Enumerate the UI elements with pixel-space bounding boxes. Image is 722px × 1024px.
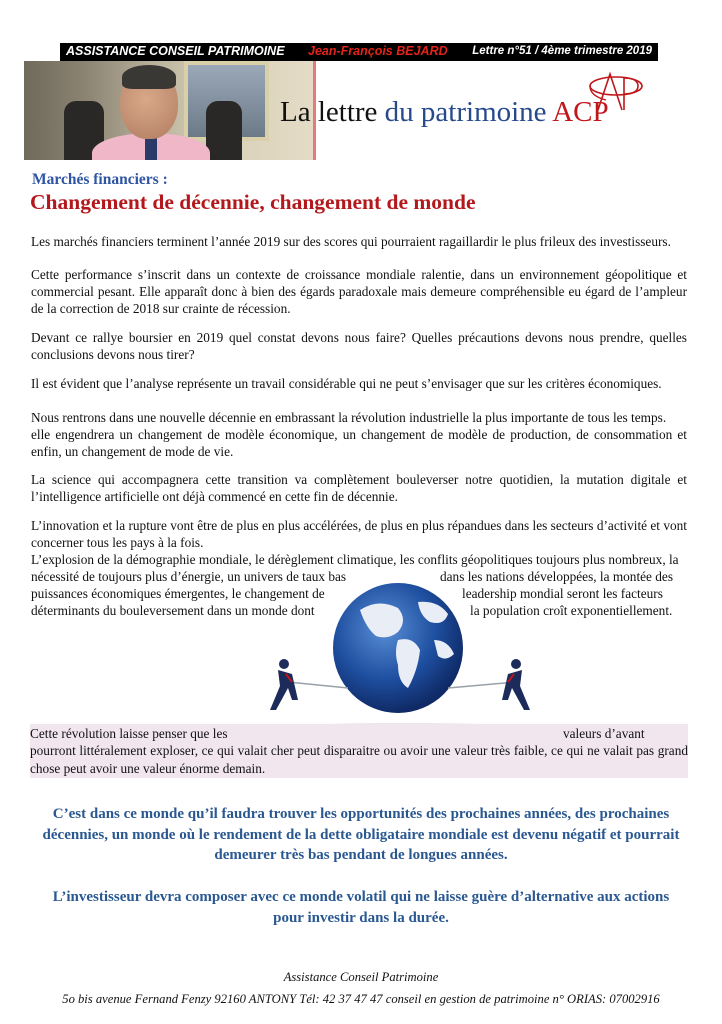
paragraph-7: L’innovation et la rupture vont être de plus en plus accélérées, de plus en plus répandues dans les secteurs d’activité et vont concerner tous les pays à la fois. xyxy=(31,518,687,550)
businessman-left-icon xyxy=(270,659,298,710)
paragraph-1: Les marchés financiers terminent l’année 2019 sur des scores qui pourraient ragaillardir le plus frileux des investisseurs. xyxy=(31,234,671,249)
paragraph-2: Cette performance s’inscrit dans un contexte de croissance mondiale ralentie, dans un environnement géopolitique et commercial pesant. Elle apparaît donc à bien des égards paradoxale mais demeure compréhensible eu égard de l’ampleur de la correction de 2018 sur crainte de récession. xyxy=(31,267,687,316)
paragraph-8-line-4-left: déterminants du bouleversement dans un monde dont xyxy=(31,603,315,618)
author-photo xyxy=(24,61,316,160)
paragraph-4: Il est évident que l’analyse représente un travail considérable qui ne peut s’envisager que sur les critères économiques. xyxy=(31,376,662,391)
paragraph-8-line-3-left: puissances économiques émergentes, le changement de xyxy=(31,586,325,601)
paragraph-8-line-3-right: leadership mondial seront les facteurs xyxy=(462,586,663,601)
footer-company: Assistance Conseil Patrimoine xyxy=(283,970,439,984)
tie xyxy=(145,137,157,160)
article-headline: Changement de décennie, changement de monde xyxy=(30,190,476,214)
paragraph-5-rest: elle engendrera un changement de modèle économique, un changement de modèle de production, de consommation et enfin, un changement de mode de vie. xyxy=(31,427,687,459)
highlight-line-1-left: Cette révolution laisse penser que les xyxy=(30,726,228,741)
newsletter-title xyxy=(280,98,609,127)
chair-right xyxy=(206,101,242,160)
brand-name: ASSISTANCE CONSEIL PATRIMOINE xyxy=(66,44,285,58)
highlight-line-1-right: valeurs d’avant xyxy=(563,726,645,741)
issue-number: Lettre n°51 / 4ème trimestre 2019 xyxy=(472,45,652,57)
globe-tug-of-war-illustration xyxy=(248,570,558,735)
footer-address: 5o bis avenue Fernand Fenzy 92160 ANTONY Tél: 42 37 47 47 conseil en gestion de patrimoine n° ORIAS: 07002916 xyxy=(62,992,660,1006)
paragraph-8-line-2-right: dans les nations développées, la montée des xyxy=(440,569,674,584)
highlight-line-1 xyxy=(30,724,688,743)
author-name: Jean-François BEJARD xyxy=(308,44,448,58)
businessman-right-icon xyxy=(502,659,530,710)
highlight-paragraph: pourront littéralement exploser, ce qui valait cher peut disparaitre ou avoir une valeur très faible, ce qui ne valait pas grand chose peut avoir une valeur énorme demain. xyxy=(30,743,688,776)
paragraph-3: Devant ce rallye boursier en 2019 quel constat devons nous faire? Quelles précautions devons nous prendre, quelles conclusions devons nous tirer? xyxy=(31,330,687,362)
paragraph-5-line-1: Nous rentrons dans une nouvelle décennie en embrassant la révolution industrielle la plus importante de tous les temps. xyxy=(31,410,667,425)
title-part-2: du patrimoine xyxy=(377,96,547,128)
portrait-hair xyxy=(122,65,176,89)
paragraph-8-line-2-left: nécessité de toujours plus d’énergie, un univers de taux bas xyxy=(31,569,347,584)
callout-2: L’investisseur devra composer avec ce monde volatil qui ne laisse guère d’alternative aux actions pour investir dans la durée. xyxy=(52,889,670,926)
title-part-3: ACP xyxy=(546,96,609,128)
paragraph-8-line-4-right: la population croît exponentiellement. xyxy=(470,603,673,618)
section-kicker: Marchés financiers : xyxy=(32,171,168,188)
title-part-1: La lettre xyxy=(280,96,378,128)
paragraph-8-line-1: L’explosion de la démographie mondiale, le dérèglement climatique, les conflits géopolitiques toujours plus nombreux, la xyxy=(31,552,679,567)
paragraph-6: La science qui accompagnera cette transition va complètement bouleverser notre quotidien, la mutation digitale et l’intelligence artificielle ont déjà commencé en cette fin de décennie. xyxy=(31,472,687,504)
callout-1: C’est dans ce monde qu’il faudra trouver les opportunités des prochaines années, des prochaines décennies, un monde où le rendement de la dette obligataire mondiale est devenu négatif et pourrait demeurer très bas pendant de longues années. xyxy=(42,806,680,863)
header-bar xyxy=(60,43,658,61)
